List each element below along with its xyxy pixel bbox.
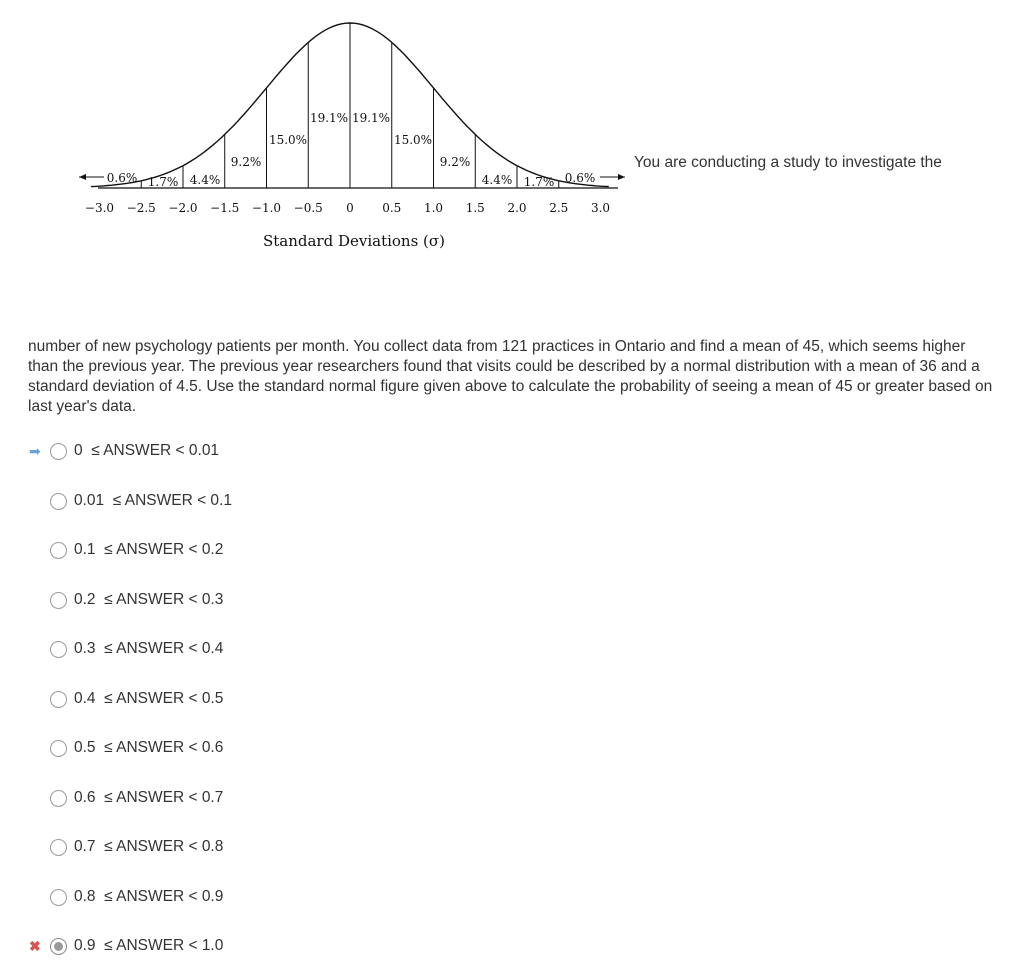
radio-button-selected[interactable] [50,938,67,955]
segment-percent-label: 15.0% [393,133,433,147]
radio-button[interactable] [50,839,67,856]
left-tail-arrow-head [79,174,86,180]
x-tick-label: 2.5 [549,201,569,215]
question-text-first-line: You are conducting a study to investigate the [634,154,942,171]
answer-option-9[interactable] [50,834,223,860]
answer-option-10[interactable] [50,884,223,910]
answer-option-label: 0.6 ≤ ANSWER < 0.7 [74,789,224,806]
segment-percent-label: 4.4% [481,173,513,187]
answer-option-6[interactable] [50,686,223,712]
answer-option-8[interactable] [50,785,223,811]
answer-option-3[interactable] [50,537,223,563]
radio-button[interactable] [50,542,67,559]
answer-option-label: 0.8 ≤ ANSWER < 0.9 [74,888,224,905]
radio-button[interactable] [50,691,67,708]
x-tick-label: 3.0 [590,201,611,215]
segment-percent-label: 19.1% [351,111,391,125]
normal-distribution-figure [0,0,640,260]
x-tick-label: −3.0 [84,201,115,215]
segment-percent-label: 19.1% [309,111,349,125]
incorrect-cross-icon: ✖ [29,938,41,954]
radio-dot [54,942,63,951]
segment-percent-label: 9.2% [439,155,471,169]
x-tick-label: 1.0 [423,201,444,215]
answer-option-label: 0 ≤ ANSWER < 0.01 [74,442,220,459]
x-tick-label: 2.0 [507,201,527,215]
answer-option-label: 0.3 ≤ ANSWER < 0.4 [74,640,224,657]
answer-option-label: 0.9 ≤ ANSWER < 1.0 [74,937,224,954]
answer-option-5[interactable] [50,636,223,662]
segment-percent-label: 0.6% [564,171,596,185]
x-tick-label: −0.5 [293,201,323,215]
radio-button[interactable] [50,889,67,906]
x-tick-label: −1.0 [251,201,282,215]
radio-button[interactable] [50,493,67,510]
answer-option-label: 0.7 ≤ ANSWER < 0.8 [74,838,224,855]
x-tick-label: 0 [346,201,354,215]
current-question-arrow-icon: ➡ [29,443,41,459]
answer-option-label: 0.2 ≤ ANSWER < 0.3 [74,591,224,608]
radio-button[interactable] [50,790,67,807]
answer-option-1[interactable] [50,438,219,464]
segment-percent-label: 1.7% [523,175,555,189]
x-tick-label: −2.5 [126,201,156,215]
segment-percent-label: 15.0% [268,133,308,147]
answer-option-label: 0.4 ≤ ANSWER < 0.5 [74,690,224,707]
segment-percent-label: 1.7% [147,175,179,189]
radio-button[interactable] [50,740,67,757]
x-tick-label: 0.5 [382,201,402,215]
radio-button[interactable] [50,443,67,460]
answer-option-11[interactable] [50,933,223,959]
radio-button[interactable] [50,641,67,658]
x-axis-label: Standard Deviations (σ) [262,232,446,250]
answer-option-2[interactable] [50,488,232,514]
x-tick-label: 1.5 [465,201,485,215]
answer-option-7[interactable] [50,735,223,761]
segment-percent-label: 9.2% [230,155,262,169]
answer-option-label: 0.01 ≤ ANSWER < 0.1 [74,492,232,509]
x-tick-label: −2.0 [168,201,198,215]
answer-option-label: 0.5 ≤ ANSWER < 0.6 [74,739,224,756]
x-tick-label: −1.5 [210,201,240,215]
radio-button[interactable] [50,592,67,609]
right-tail-arrow-head [618,174,625,180]
question-text: number of new psychology patients per month. You collect data from 121 practices in Ontario and find a mean of 45, which seems higher than the previous year. The previous year researchers found that visits could be described by a normal distribution with a mean of 36 and a standard deviation of 4.5. Use the standard normal figure given above to calculate the probability of seeing a mean of 45 or greater based on last year's data. [28,338,993,415]
segment-percent-label: 0.6% [106,171,138,185]
answer-option-4[interactable] [50,587,223,613]
answer-option-label: 0.1 ≤ ANSWER < 0.2 [74,541,224,558]
segment-percent-label: 4.4% [189,173,221,187]
